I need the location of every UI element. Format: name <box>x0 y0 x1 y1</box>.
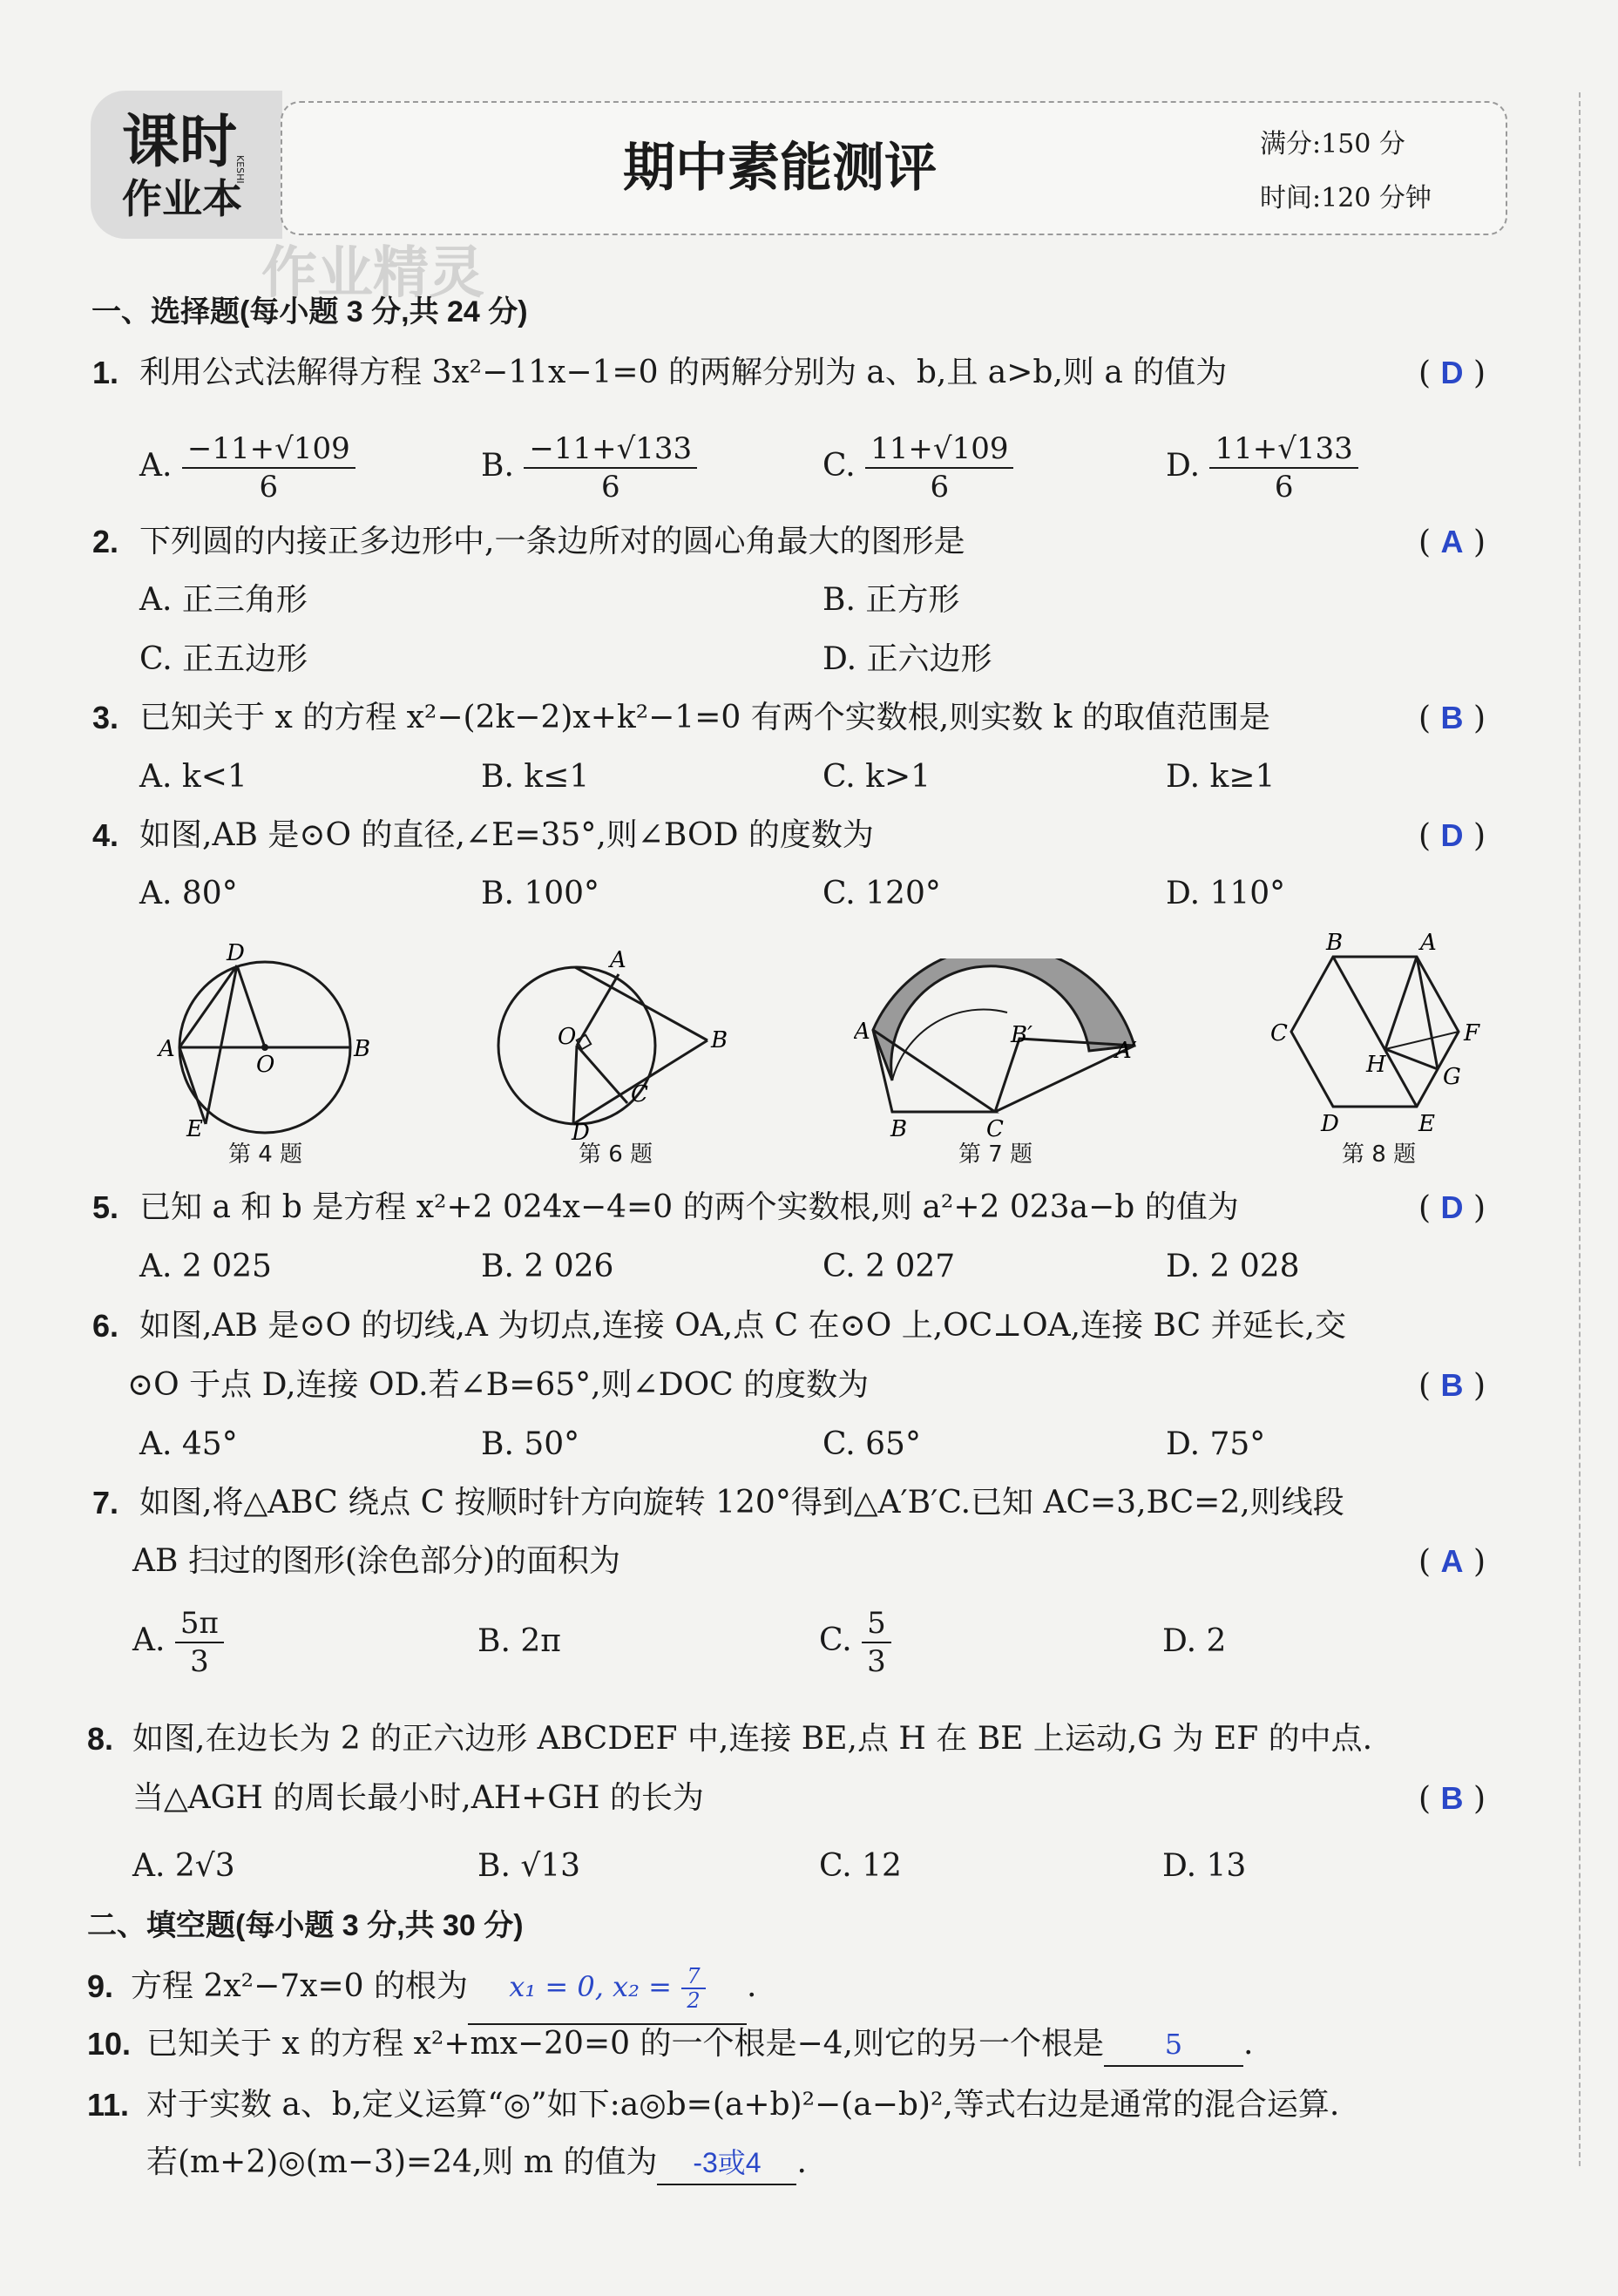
section-title-1: 一、选择题(每小题 3 分,共 24 分) <box>91 295 528 328</box>
q8-option-d: D. 13 <box>1162 1848 1247 1884</box>
q11-number: 11. <box>87 2087 130 2123</box>
q1-c-den: 6 <box>930 470 950 505</box>
q7-text-1: 如图,将△ABC 绕点 C 按顺时针方向旋转 120°得到△A′B′C.已知 AC=3,BC=2,则线段 <box>139 1485 1344 1521</box>
q6-answer-paren: ( B ) <box>1418 1367 1486 1404</box>
q1-a-fraction <box>182 430 355 505</box>
q1-d-den: 6 <box>1274 470 1294 505</box>
q1-option-c <box>823 427 1013 505</box>
q3-option-a: A. k<1 <box>139 759 247 795</box>
f7-label-a: A <box>854 1019 870 1045</box>
q5-option-a: A. 2 025 <box>139 1249 272 1284</box>
f6-label-a: A <box>610 950 626 973</box>
f8-line-ah <box>1385 957 1417 1049</box>
f7-label-c: C <box>986 1116 1004 1141</box>
q2-option-c: C. 正五边形 <box>139 641 308 677</box>
f4-label-o: O <box>256 1052 275 1078</box>
f8-label-e: E <box>1418 1111 1435 1137</box>
q10-number: 10. <box>87 2026 132 2062</box>
f7-triangle-abc-rotated <box>995 1039 1134 1112</box>
q9-number: 9. <box>87 1968 114 2004</box>
q1-b-den: 6 <box>600 470 620 505</box>
q1-a-label: A. <box>139 448 173 484</box>
q7-option-d: D. 2 <box>1162 1623 1227 1659</box>
q2-answer-paren: ( A ) <box>1418 524 1486 560</box>
q1-a-den: 6 <box>259 470 279 505</box>
q4-option-a: A. 80° <box>139 876 238 911</box>
q1-c-fraction <box>865 430 1013 505</box>
logo-text-1: 课时 <box>122 108 237 175</box>
figure-q6 <box>497 950 732 1141</box>
q8-text-2: 当△AGH 的周长最小时,AH+GH 的长为 <box>132 1780 704 1816</box>
q4-answer: D <box>1440 817 1464 853</box>
caption-q7: 第 7 题 <box>958 1141 1033 1168</box>
caption-q6: 第 6 题 <box>579 1141 653 1168</box>
q7-text-2: AB 扫过的图形(涂色部分)的面积为 <box>132 1543 620 1579</box>
q7-number: 7. <box>92 1485 119 1521</box>
full-score: 满分:150 分 <box>1260 129 1405 159</box>
q6-text-1: 如图,AB 是⊙O 的切线,A 为切点,连接 OA,点 C 在⊙O 上,OC⊥OA,连接 BC 并延长,交 <box>139 1308 1347 1344</box>
q3-option-d: D. k≥1 <box>1166 759 1276 795</box>
f4-chord-ae <box>179 1047 206 1124</box>
q1-answer: D <box>1440 355 1464 390</box>
f8-diagonal-be <box>1333 957 1417 1107</box>
q8-option-b: B. √13 <box>477 1848 581 1884</box>
q1-d-num: 11+√133 <box>1209 430 1357 469</box>
q11-end: . <box>796 2144 807 2180</box>
q7-c-num: 5 <box>862 1605 891 1643</box>
f7-label-aprime: A′ <box>1115 1038 1137 1064</box>
q3-number: 3. <box>92 700 119 735</box>
q1-number: 1. <box>92 355 119 390</box>
f7-label-b: B <box>890 1116 908 1141</box>
q2-option-b: B. 正方形 <box>823 582 960 618</box>
q5-option-c: C. 2 027 <box>823 1249 956 1284</box>
q7-c-label: C. <box>819 1622 852 1658</box>
f4-segment-od <box>237 965 265 1047</box>
f6-label-d: D <box>572 1120 590 1141</box>
q8-text-1: 如图,在边长为 2 的正六边形 ABCDEF 中,连接 BE,点 H 在 BE 上运动,G 为 EF 的中点. <box>132 1721 1373 1757</box>
q1-option-d <box>1166 427 1358 505</box>
q2-answer: A <box>1440 524 1464 559</box>
q9-answer-num: 7 <box>681 1965 705 1989</box>
q7-c-fraction <box>862 1605 891 1680</box>
f4-center-dot <box>261 1044 268 1051</box>
f6-label-o: O <box>558 1024 577 1050</box>
q1-d-fraction <box>1209 430 1357 505</box>
caption-q4: 第 4 题 <box>228 1141 303 1168</box>
q7-a-label: A. <box>132 1622 166 1658</box>
q9-blank <box>468 1950 747 2025</box>
q4-answer-paren: ( D ) <box>1418 817 1486 854</box>
q9-text: 方程 2x²−7x=0 的根为 <box>131 1968 468 2004</box>
q1-c-label: C. <box>823 448 856 484</box>
q9-answer-fraction <box>681 1965 705 2012</box>
q7-c-den: 3 <box>867 1644 886 1679</box>
q4-option-b: B. 100° <box>481 876 600 911</box>
q7-a-fraction <box>175 1605 224 1680</box>
f8-line-hf <box>1385 1032 1459 1049</box>
q4-option-d: D. 110° <box>1166 876 1286 911</box>
q1-b-fraction <box>524 430 697 505</box>
q4-number: 4. <box>92 817 119 853</box>
q7-option-b: B. 2π <box>477 1623 561 1659</box>
q6-option-d: D. 75° <box>1166 1426 1266 1462</box>
q9-answer-den: 2 <box>687 1988 701 2013</box>
q4-option-c: C. 120° <box>823 876 941 911</box>
q10-answer: 5 <box>1164 2028 1183 2061</box>
f4-label-a: A <box>159 1036 175 1062</box>
q3-answer: B <box>1440 700 1464 735</box>
f6-line-od <box>573 1046 577 1124</box>
q8-answer-paren: ( B ) <box>1418 1780 1486 1817</box>
figure-q7 <box>854 958 1150 1141</box>
q1-b-num: −11+√133 <box>524 430 697 469</box>
right-margin-line <box>1579 92 1581 2166</box>
q1-c-num: 11+√109 <box>865 430 1013 469</box>
f7-arc-inner <box>892 1009 1007 1080</box>
caption-q8: 第 8 题 <box>1342 1141 1417 1168</box>
q5-number: 5. <box>92 1189 119 1225</box>
q11-line-2 <box>146 2142 807 2185</box>
q6-option-a: A. 45° <box>139 1426 238 1462</box>
q3-answer-paren: ( B ) <box>1418 700 1486 736</box>
q6-text-2: ⊙O 于点 D,连接 OD.若∠B=65°,则∠DOC 的度数为 <box>127 1367 870 1403</box>
f6-tangent-ab <box>575 967 707 1040</box>
q8-number: 8. <box>87 1721 114 1757</box>
f8-label-d: D <box>1321 1111 1339 1137</box>
exam-time: 时间:120 分钟 <box>1260 183 1432 213</box>
f4-label-d: D <box>227 941 245 966</box>
q6-option-b: B. 50° <box>481 1426 580 1462</box>
f8-label-b: B <box>1326 932 1344 956</box>
f7-label-bprime: B′ <box>1011 1022 1033 1048</box>
q1-a-num: −11+√109 <box>182 430 355 469</box>
q9-line <box>131 1950 756 2025</box>
q4-text: 如图,AB 是⊙O 的直径,∠E=35°,则∠BOD 的度数为 <box>139 817 874 853</box>
f6-label-c: C <box>631 1081 648 1107</box>
q7-option-a <box>132 1602 224 1680</box>
q6-answer: B <box>1440 1367 1464 1403</box>
q2-text: 下列圆的内接正多边形中,一条边所对的圆心角最大的图形是 <box>139 524 965 559</box>
figure-q4 <box>157 941 383 1141</box>
q10-line <box>146 2023 1253 2067</box>
f8-label-c: C <box>1270 1020 1288 1046</box>
q3-option-b: B. k≤1 <box>481 759 590 795</box>
q1-option-b <box>481 427 697 505</box>
q9-answer: x₁ = 0, x₂ = <box>509 1970 672 2003</box>
q6-option-c: C. 65° <box>823 1426 921 1462</box>
q5-text: 已知 a 和 b 是方程 x²+2 024x−4=0 的两个实数根,则 a²+2 023a−b 的值为 <box>139 1189 1239 1225</box>
q8-option-a: A. 2√3 <box>132 1848 235 1884</box>
q1-b-label: B. <box>481 448 514 484</box>
q3-option-c: C. k>1 <box>823 759 931 795</box>
q11-text-1: 对于实数 a、b,定义运算“◎”如下:a◎b=(a+b)²−(a−b)²,等式右边是通常的混合运算. <box>146 2087 1340 2123</box>
q2-number: 2. <box>92 524 119 559</box>
f4-label-e: E <box>186 1116 203 1141</box>
q5-answer: D <box>1440 1189 1464 1225</box>
q5-option-d: D. 2 028 <box>1166 1249 1300 1284</box>
q10-text: 已知关于 x 的方程 x²+mx−20=0 的一个根是−4,则它的另一个根是 <box>146 2026 1104 2062</box>
q11-blank <box>657 2142 796 2185</box>
q10-blank <box>1104 2023 1243 2067</box>
q6-number: 6. <box>92 1308 119 1344</box>
q8-option-c: C. 12 <box>819 1848 902 1884</box>
watermark: 作业精灵 <box>261 241 484 306</box>
f7-shaded-region <box>873 958 1134 1080</box>
q7-a-num: 5π <box>175 1605 224 1643</box>
q3-text: 已知关于 x 的方程 x²−(2k−2)x+k²−1=0 有两个实数根,则实数 k 的取值范围是 <box>139 700 1270 735</box>
f8-label-f: F <box>1464 1020 1480 1046</box>
f8-label-a: A <box>1420 932 1437 956</box>
f8-label-g: G <box>1443 1064 1461 1090</box>
q11-text-2: 若(m+2)◎(m−3)=24,则 m 的值为 <box>146 2144 658 2180</box>
section-title-2: 二、填空题(每小题 3 分,共 30 分) <box>87 1909 524 1942</box>
page-title: 期中素能测评 <box>623 138 937 199</box>
q5-answer-paren: ( D ) <box>1418 1189 1486 1226</box>
figure-q8 <box>1263 932 1499 1141</box>
logo-text-2: 作业本 <box>122 175 242 222</box>
f6-label-b: B <box>711 1027 728 1053</box>
q1-text: 利用公式法解得方程 3x²−11x−1=0 的两解分别为 a、b,且 a>b,则 a 的值为 <box>139 355 1228 390</box>
q7-a-den: 3 <box>190 1644 209 1679</box>
q1-option-a <box>139 427 355 505</box>
logo-side: KESHI <box>234 155 246 184</box>
q2-option-d: D. 正六边形 <box>823 641 992 677</box>
q1-d-label: D. <box>1166 448 1201 484</box>
f6-line-oa <box>577 974 619 1046</box>
q7-answer-paren: ( A ) <box>1418 1543 1486 1580</box>
q2-option-a: A. 正三角形 <box>139 582 308 618</box>
f4-label-b: B <box>354 1036 371 1062</box>
q7-answer: A <box>1440 1543 1464 1579</box>
q1-answer-paren: ( D ) <box>1418 355 1486 391</box>
q10-end: . <box>1242 2026 1254 2062</box>
q11-answer: -3或4 <box>693 2147 762 2178</box>
q5-option-b: B. 2 026 <box>481 1249 614 1284</box>
q7-option-c <box>819 1602 891 1680</box>
f8-label-h: H <box>1366 1052 1386 1078</box>
q8-answer: B <box>1440 1780 1464 1816</box>
q9-end: . <box>746 1968 757 2004</box>
